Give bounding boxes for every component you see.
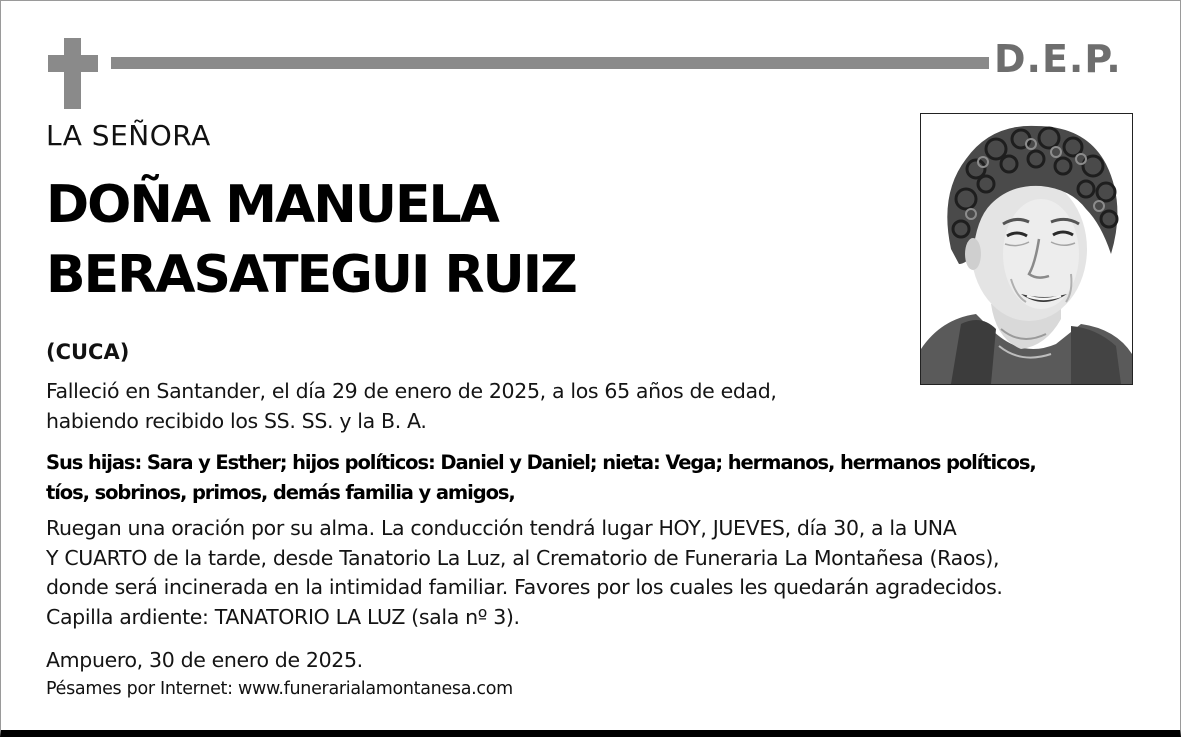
death-details bbox=[46, 377, 777, 436]
place-date bbox=[46, 646, 363, 676]
ceremony-details bbox=[46, 514, 1003, 632]
ceremony-line-2: Y CUARTO de la tarde, desde Tanatorio La Luz, al Crematorio de Funeraria La Montañesa (Raos), bbox=[46, 545, 1000, 570]
death-details-line-1: Falleció en Santander, el día 29 de enero de 2025, a los 65 años de edad, bbox=[46, 379, 777, 403]
ceremony-line-1: Ruegan una oración por su alma. La conducción tendrá lugar HOY, JUEVES, día 30, a la UNA bbox=[46, 516, 957, 540]
portrait-illustration bbox=[921, 114, 1132, 384]
ceremony-line-4: Capilla ardiente: TANATORIO LA LUZ (sala nº 3). bbox=[46, 604, 520, 629]
nickname: (CUCA) bbox=[46, 340, 130, 364]
deceased-name-line-2: BERASATEGUI RUIZ bbox=[46, 245, 576, 305]
family-list bbox=[46, 448, 1036, 508]
latin-cross-icon bbox=[64, 38, 81, 109]
dep-label: D.E.P. bbox=[994, 37, 1122, 81]
place-date-text: Ampuero, 30 de enero de 2025. bbox=[46, 648, 363, 672]
family-list-line-2: tíos, sobrinos, primos, demás familia y amigos, bbox=[46, 481, 515, 504]
ceremony-line-3: donde será incinerada en la intimidad familiar. Favores por los cuales les quedarán agradecidos. bbox=[46, 575, 1003, 599]
header-rule bbox=[111, 57, 989, 69]
portrait-photo bbox=[920, 113, 1133, 385]
latin-cross-icon-bar bbox=[48, 55, 98, 72]
notice-title: LA SEÑORA bbox=[46, 119, 211, 152]
family-list-line-1: Sus hijas: Sara y Esther; hijos políticos: Daniel y Daniel; nieta: Vega; hermanos, hermanos políticos, bbox=[46, 451, 1036, 474]
deceased-name bbox=[46, 170, 576, 310]
death-details-line-2: habiendo recibido los SS. SS. y la B. A. bbox=[46, 408, 427, 433]
deceased-name-line-1: DOÑA MANUELA bbox=[46, 175, 498, 235]
condolences-line: Pésames por Internet: www.funerarialamontanesa.com bbox=[46, 679, 513, 699]
